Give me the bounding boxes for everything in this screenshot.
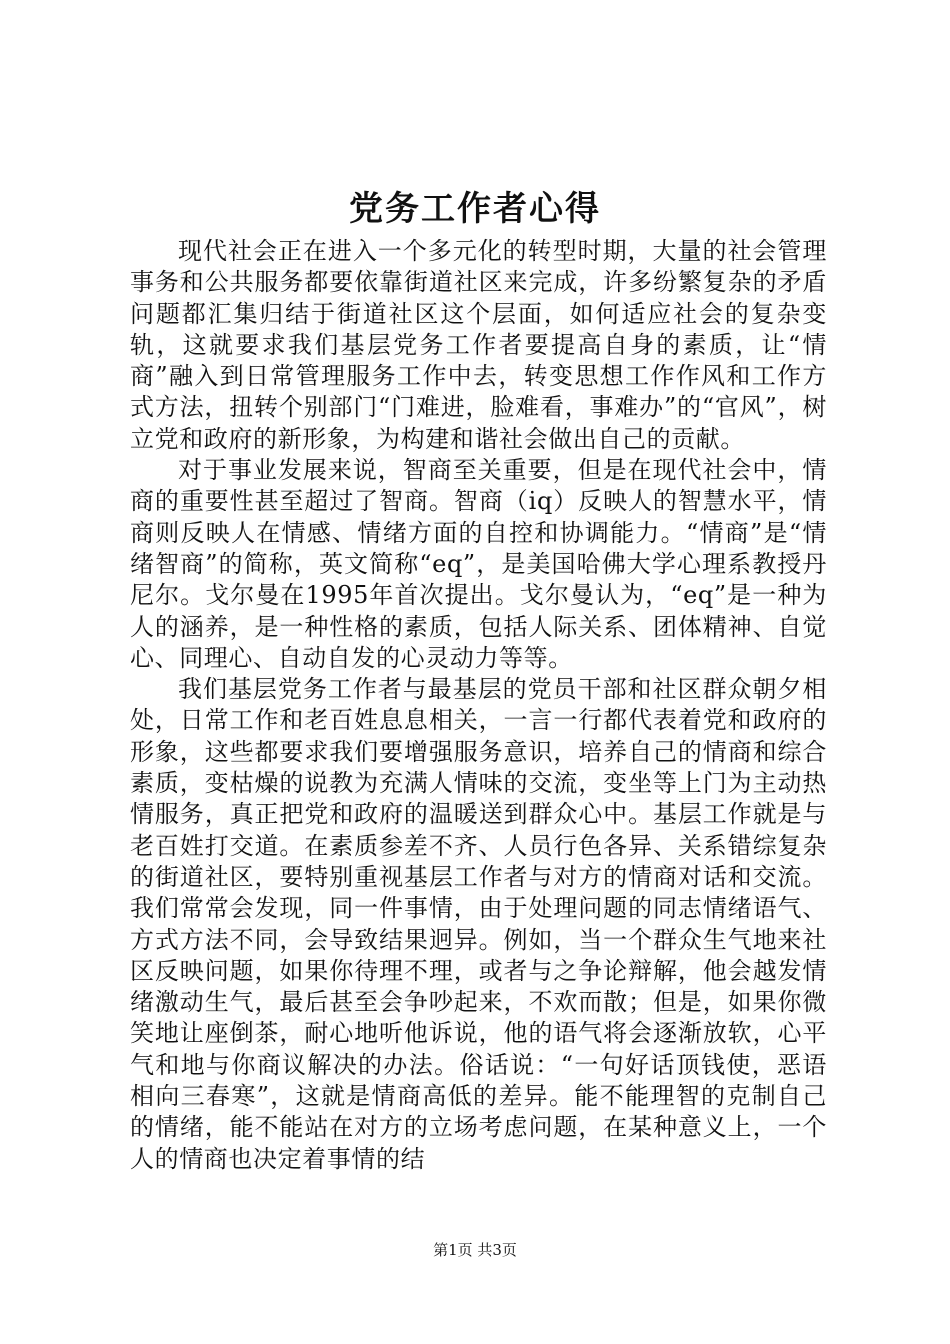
document-title: 党务工作者心得 bbox=[349, 189, 601, 229]
paragraph-1: 现代社会正在进入一个多元化的转型时期，大量的社会管理事务和公共服务都要依靠街道社区来完成，许多纷繁复杂的矛盾问题都汇集归结于街道社区这个层面，如何适应社会的复杂变轨，这就要求我们基层党务工作者要提高自身的素质，让“情商”融入到日常管理服务工作中去，转变思想工作作风和工作方式方法，扭转个别部门“门难进，脸难看，事难办”的“官风”，树立党和政府的新形象，为构建和谐社会做出自己的贡献。 bbox=[130, 237, 827, 453]
paragraph-2: 对于事业发展来说，智商至关重要，但是在现代社会中，情商的重要性甚至超过了智商。智商（iq）反映人的智慧水平，情商则反映人在情感、情绪方面的自控和协调能力。“情商”是“情绪智商”的简称，英文简称“eq”，是美国哈佛大学心理系教授丹尼尔。戈尔曼在1995年首次提出。戈尔曼认为，“eq”是一种为人的涵养，是一种性格的素质，包括人际关系、团体精神、自觉心、同理心、自动自发的心灵动力等等。 bbox=[130, 456, 827, 672]
page-footer: 第1页 共3页 bbox=[433, 1241, 517, 1259]
paragraph-3: 我们基层党务工作者与最基层的党员干部和社区群众朝夕相处，日常工作和老百姓息息相关，一言一行都代表着党和政府的形象，这些都要求我们要增强服务意识，培养自己的情商和综合素质，变枯燥的说教为充满人情味的交流，变坐等上门为主动热情服务，真正把党和政府的温暖送到群众心中。基层工作就是与老百姓打交道。在素质参差不齐、人员行色各异、关系错综复杂的街道社区，要特别重视基层工作者与对方的情商对话和交流。我们常常会发现，同一件事情，由于处理问题的同志情绪语气、方式方法不同，会导致结果迥异。例如，当一个群众生气地来社区反映问题，如果你待理不理，或者与之争论辩解，他会越发情绪激动生气，最后甚至会争吵起来，不欢而散；但是，如果你微笑地让座倒茶，耐心地听他诉说，他的语气将会逐渐放软，心平气和地与你商议解决的办法。俗话说：“一句好话顶钱使，恶语相向三春寒”，这就是情商高低的差异。能不能理智的克制自己的情绪，能不能站在对方的立场考虑问题，在某种意义上，一个人的情商也决定着事情的结 bbox=[130, 675, 827, 1173]
document-body bbox=[130, 236, 827, 1175]
